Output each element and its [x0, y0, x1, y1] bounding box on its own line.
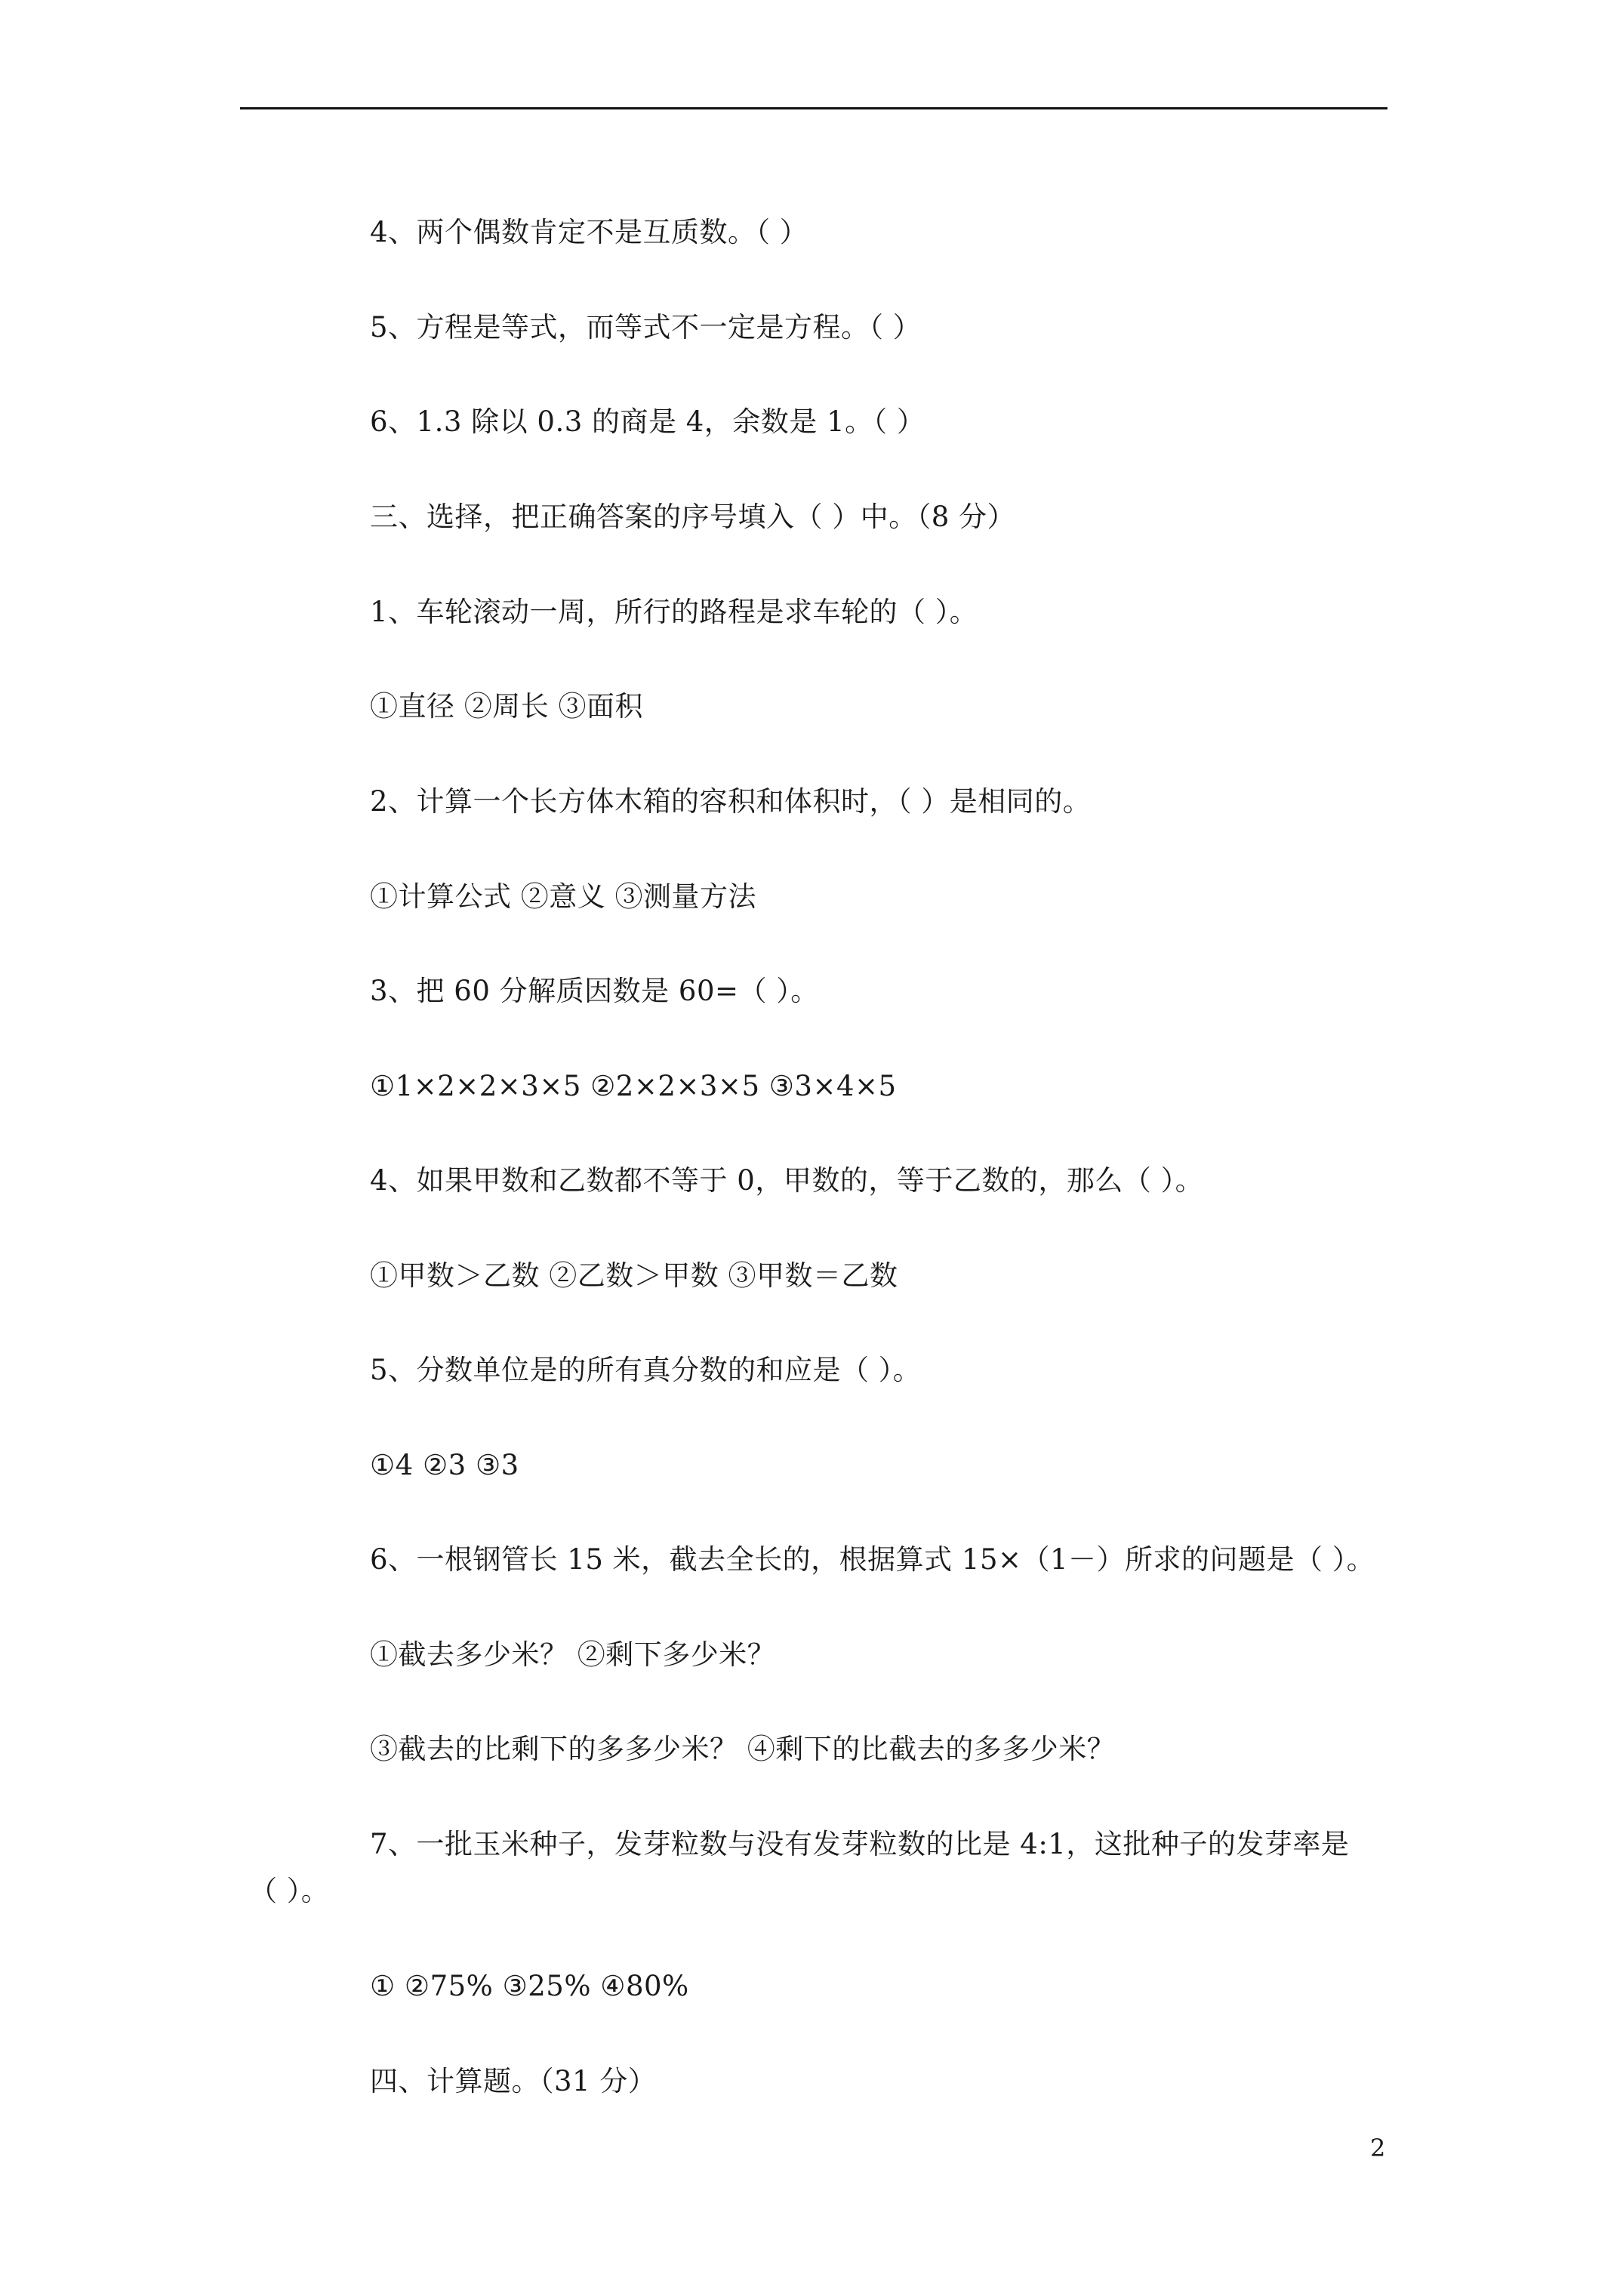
choice-question-7: 7、一批玉米种子，发芽粒数与没有发芽粒数的比是 4:1，这批种子的发芽率是: [370, 1828, 1350, 1860]
choice-question-2: 2、计算一个长方体木箱的容积和体积时，（ ）是相同的。: [370, 785, 1092, 818]
choice-question-5: 5、分数单位是的所有真分数的和应是（ ）。: [370, 1354, 922, 1386]
choice-options-1: ①直径 ②周长 ③面积: [370, 690, 644, 723]
choice-options-4: ①甲数＞乙数 ②乙数＞甲数 ③甲数＝乙数: [370, 1259, 898, 1292]
choice-options-2: ①计算公式 ②意义 ③测量方法: [370, 880, 757, 913]
section-4-heading: 四、计算题。（31 分）: [370, 2065, 657, 2097]
choice-options-7: ① ②75% ③25% ④80%: [370, 1970, 689, 2002]
choice-options-6b: ③截去的比剩下的多多少米？ ④剩下的比截去的多多少米？: [370, 1733, 1116, 1765]
choice-question-6: 6、一根钢管长 15 米，截去全长的，根据算式 15×（1－）所求的问题是（ ）。: [370, 1543, 1375, 1576]
choice-options-3: ①1×2×2×3×5 ②2×2×3×5 ③3×4×5: [370, 1070, 897, 1102]
judgement-item-4: 4、两个偶数肯定不是互质数。（ ）: [370, 216, 808, 248]
choice-question-3: 3、把 60 分解质因数是 60=（ ）。: [370, 975, 819, 1007]
choice-options-5: ①4 ②3 ③3: [370, 1449, 519, 1481]
choice-question-7-cont: （ ）。: [249, 1875, 330, 1907]
judgement-item-6: 6、1.3 除以 0.3 的商是 4，余数是 1。（ ）: [370, 405, 925, 438]
header-rule: [240, 107, 1387, 109]
choice-options-6a: ①截去多少米？ ②剩下多少米？: [370, 1638, 776, 1671]
choice-question-1: 1、车轮滚动一周，所行的路程是求车轮的（ ）。: [370, 596, 978, 628]
judgement-item-5: 5、方程是等式，而等式不一定是方程。（ ）: [370, 311, 922, 344]
page-number: 2: [1370, 2134, 1386, 2162]
section-3-heading: 三、选择，把正确答案的序号填入（ ）中。（8 分）: [370, 501, 1016, 533]
choice-question-4: 4、如果甲数和乙数都不等于 0，甲数的，等于乙数的，那么（ ）。: [370, 1164, 1204, 1197]
